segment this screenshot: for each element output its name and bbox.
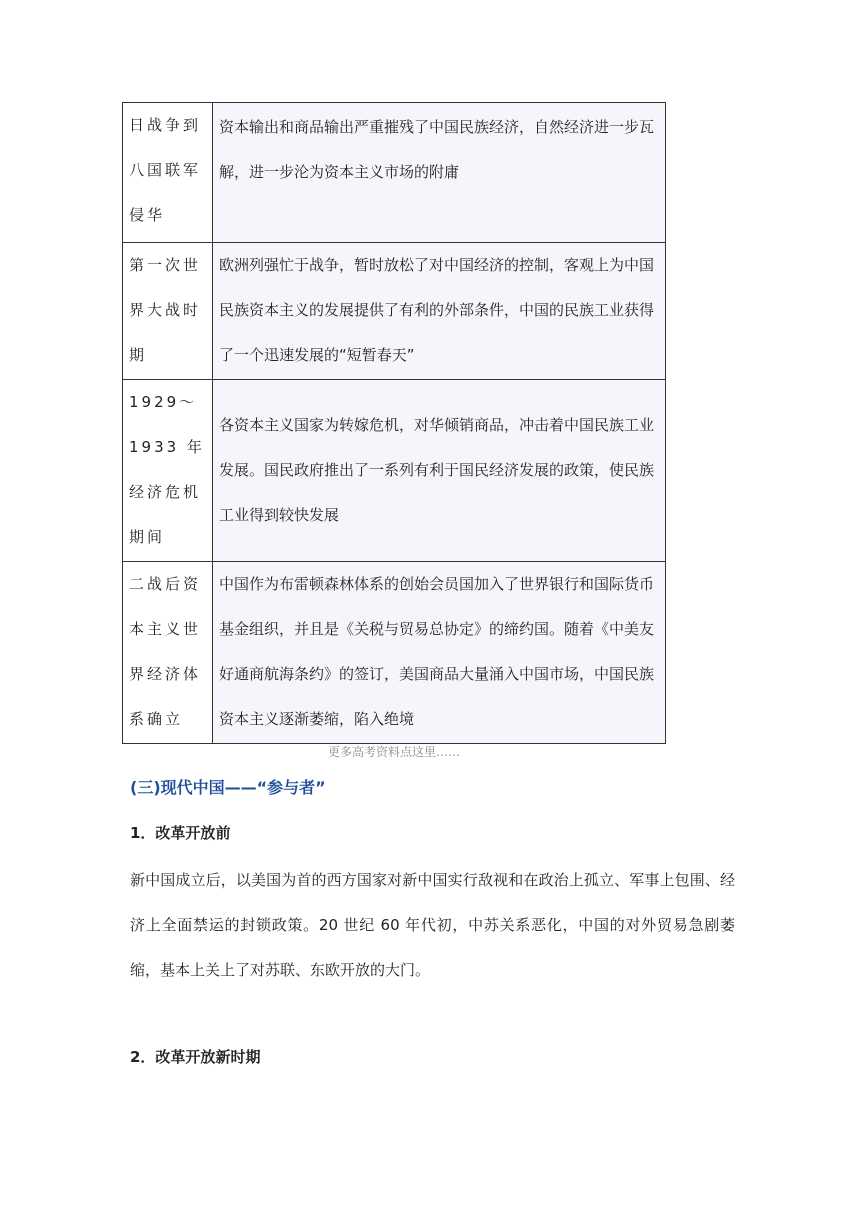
description-cell: 资本输出和商品输出严重摧残了中国民族经济，自然经济进一步瓦解，进一步沦为资本主义市场的附庸 — [213, 103, 666, 243]
subsection-heading-pre-reform: 1．改革开放前 — [130, 824, 231, 842]
table-row — [123, 380, 666, 562]
description-cell: 各资本主义国家为转嫁危机，对华倾销商品，冲击着中国民族工业发展。国民政府推出了一系列有利于国民经济发展的政策，使民族工业得到较快发展 — [213, 380, 666, 562]
description-cell: 欧洲列强忙于战争，暂时放松了对中国经济的控制，客观上为中国民族资本主义的发展提供了有利的外部条件，中国的民族工业获得了一个迅速发展的“短暂春天” — [213, 243, 666, 380]
period-cell: 二战后资本主义世界经济体系确立 — [123, 562, 213, 744]
table-row — [123, 243, 666, 380]
period-cell: 日战争到八国联军侵华 — [123, 103, 213, 243]
section-title: (三)现代中国——“参与者” — [130, 778, 326, 797]
table-row — [123, 103, 666, 243]
history-table — [122, 102, 666, 744]
description-cell: 中国作为布雷顿森林体系的创始会员国加入了世界银行和国际货币基金组织，并且是《关税与贸易总协定》的缔约国。随着《中美友好通商航海条约》的签订，美国商品大量涌入中国市场，中国民族资本主义逐渐萎缩，陷入绝境 — [213, 562, 666, 744]
period-cell: 第一次世界大战时期 — [123, 243, 213, 380]
more-materials-link[interactable]: 更多高考资料点这里…… — [327, 745, 460, 759]
subsection-heading-reform-era: 2．改革开放新时期 — [130, 1048, 261, 1066]
period-cell: 1929～1933 年经济危机期间 — [123, 380, 213, 562]
table-row — [123, 562, 666, 744]
pre-reform-paragraph: 新中国成立后，以美国为首的西方国家对新中国实行敌视和在政治上孤立、军事上包围、经济上全面禁运的封锁政策。20 世纪 60 年代初，中苏关系恶化，中国的对外贸易急剧萎缩，基本上关上了对苏联、东欧开放的大门。 — [130, 871, 735, 979]
